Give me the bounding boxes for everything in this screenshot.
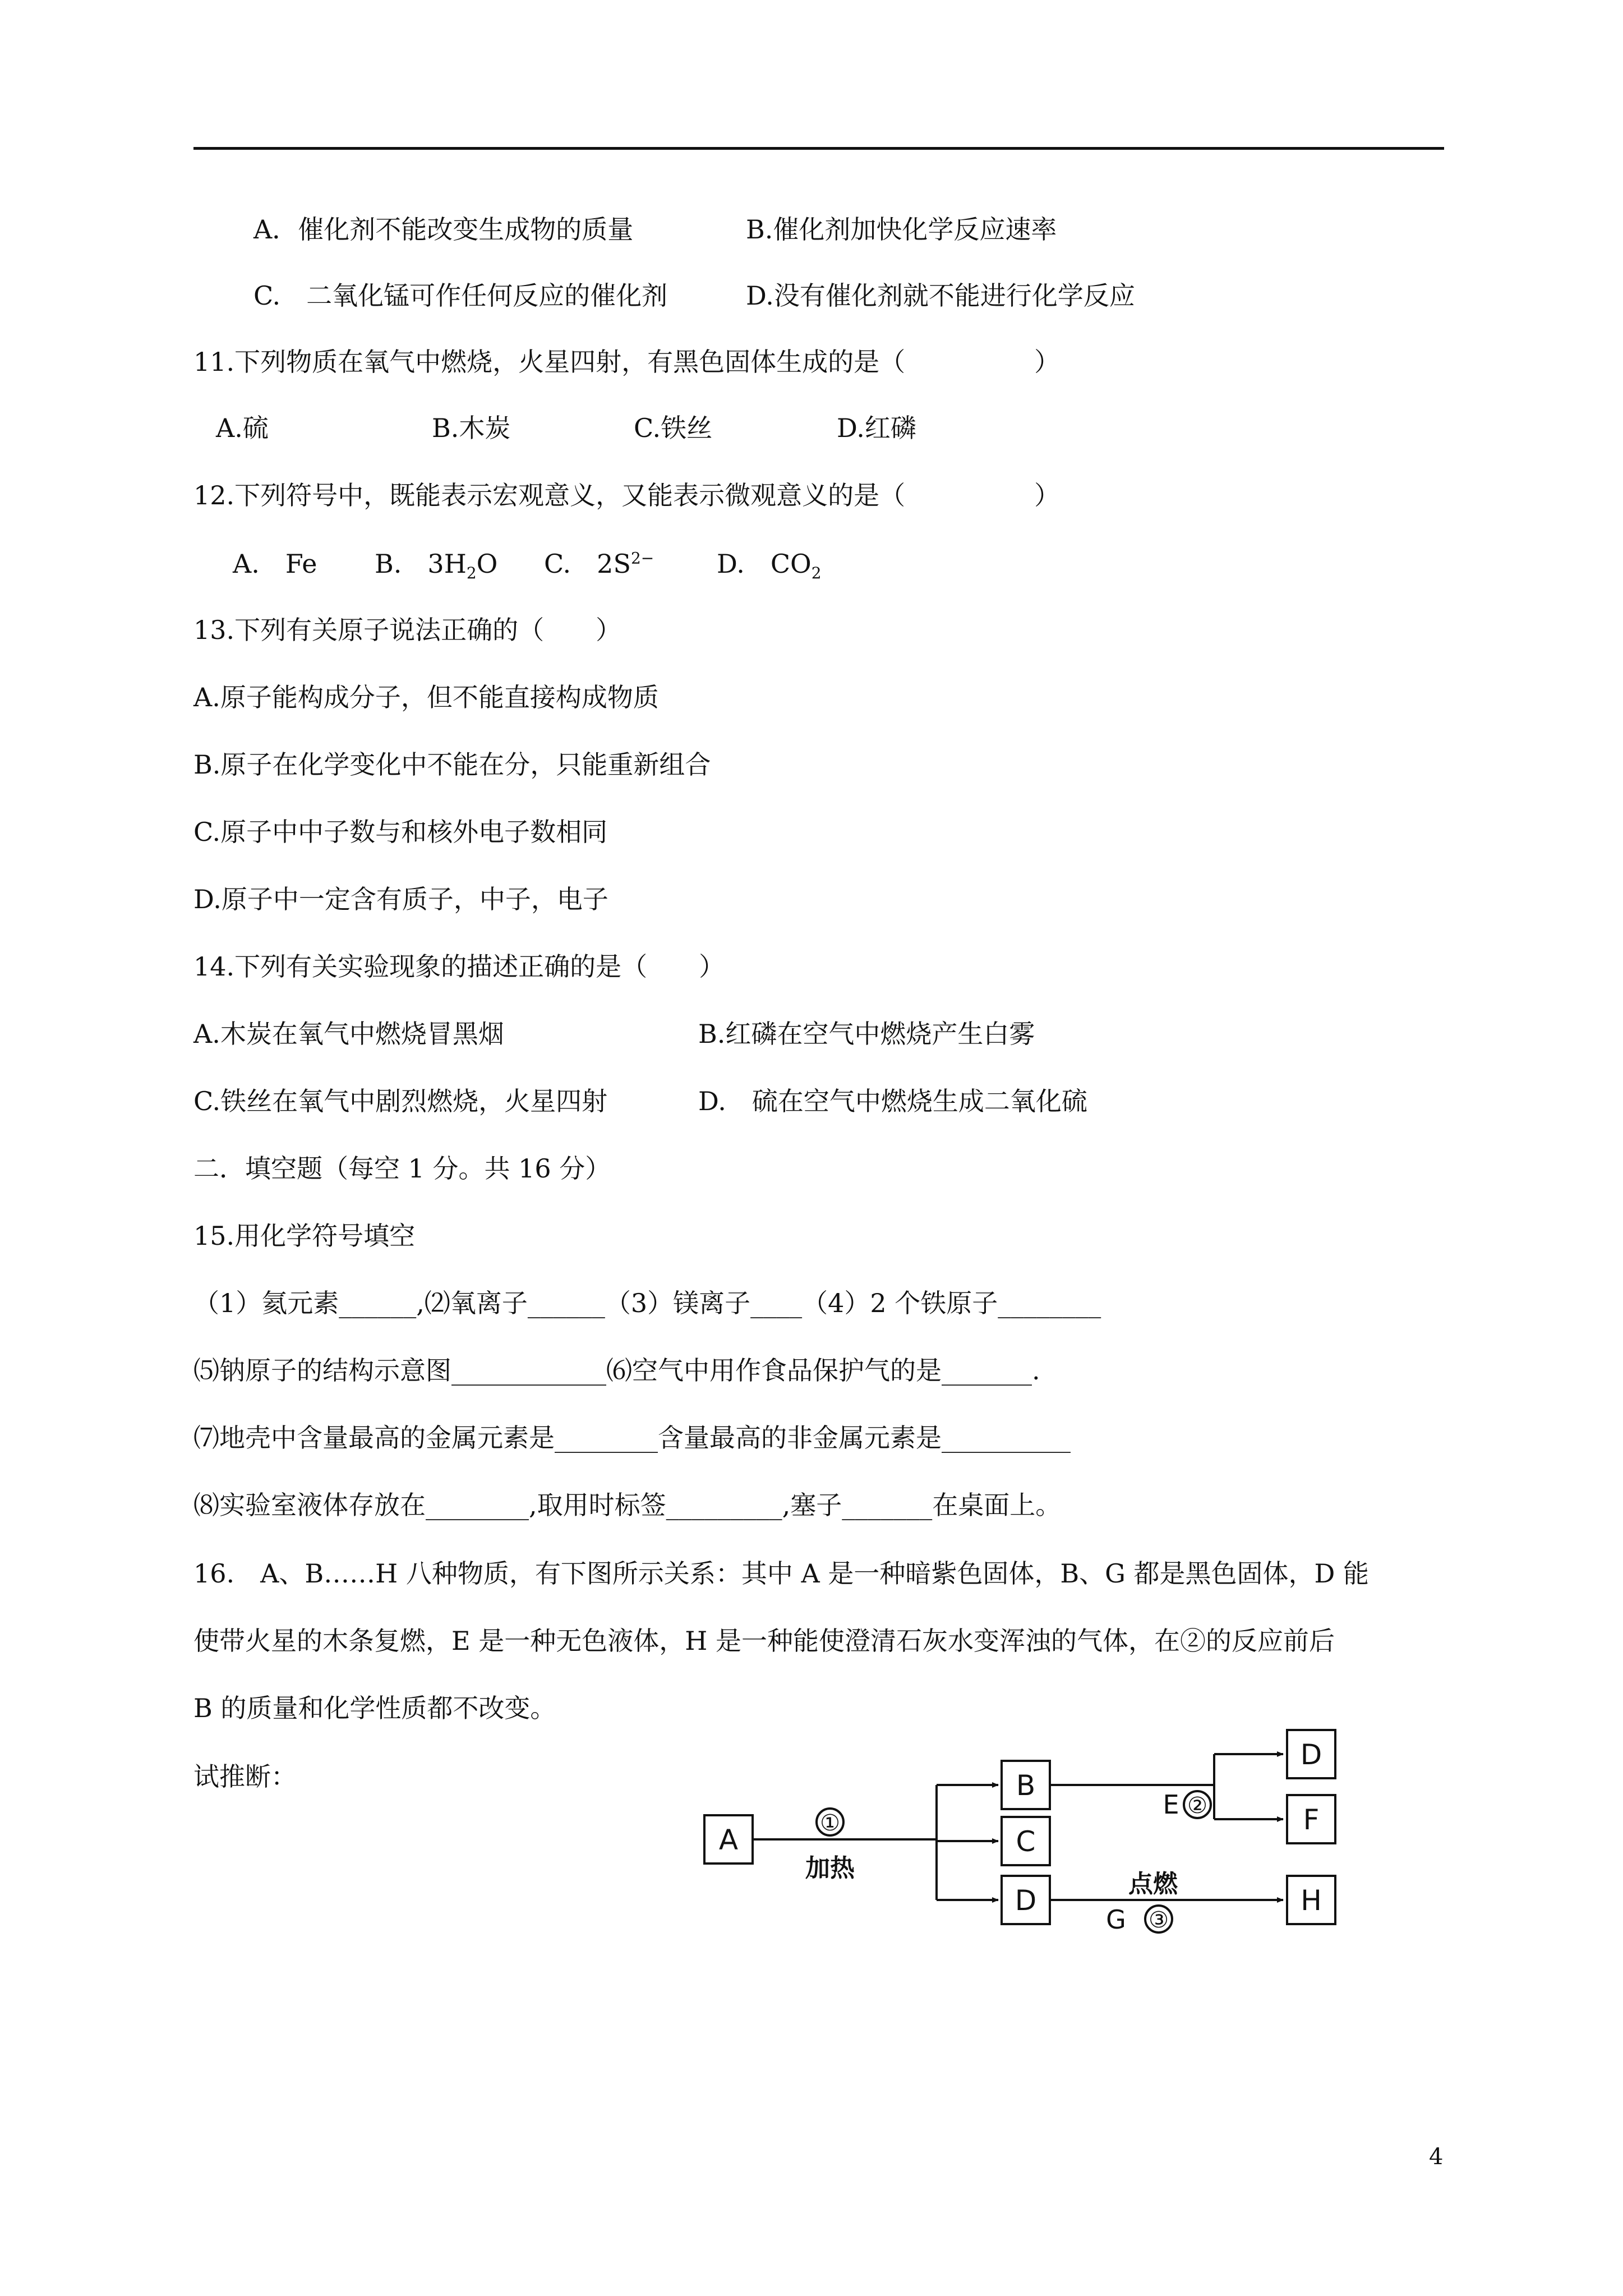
q12-option-d: D. $CO_2$ (717, 549, 822, 583)
q15-line-2: ⑸钠原子的结构示意图____________⑹空气中用作食品保护气的是_______. (193, 1355, 1040, 1386)
q13-stem: 13.下列有关原子说法正确的（ ） (193, 615, 622, 645)
q15-stem: 15.用化学符号填空 (193, 1221, 416, 1251)
q11-option-b: B.木炭 (432, 413, 511, 443)
section-heading: 二．填空题（每空 1 分。共 16 分） (193, 1153, 611, 1184)
q10-option-c: C. 二氧化锰可作任何反应的催化剂 (253, 280, 668, 311)
reaction-3-reagent: G (1106, 1904, 1126, 1935)
q11-option-c: C.铁丝 (634, 413, 713, 443)
q14-stem: 14.下列有关实验现象的描述正确的是（ ） (193, 951, 725, 982)
q14-option-b: B.红磷在空气中燃烧产生白雾 (698, 1019, 1035, 1049)
q14-option-c: C.铁丝在氧气中剧烈燃烧，火星四射 (193, 1086, 608, 1116)
q11-option-a: A.硫 (216, 413, 269, 443)
reaction-3-condition: 点燃 (1128, 1870, 1178, 1898)
q11-option-d: D.红磷 (837, 413, 916, 443)
box-d2-label: D (1300, 1738, 1322, 1771)
q13-option-d: D.原子中一定含有质子，中子，电子 (193, 884, 608, 914)
q14-option-d: D. 硫在空气中燃烧生成二氧化硫 (698, 1086, 1087, 1116)
box-a-label: A (718, 1824, 739, 1856)
q12-stem: 12.下列符号中，既能表示宏观意义，又能表示微观意义的是（ ） (193, 480, 1061, 510)
box-c-label: C (1016, 1825, 1036, 1858)
reaction-1-condition: 加热 (805, 1854, 855, 1883)
q14-option-a: A.木炭在氧气中燃烧冒黑烟 (193, 1019, 504, 1049)
box-h-label: H (1301, 1884, 1322, 1917)
header-rule (193, 147, 1444, 150)
q16-prompt: 试推断： (193, 1761, 297, 1792)
q13-option-b: B.原子在化学变化中不能在分，只能重新组合 (193, 749, 711, 780)
q10-option-a: A．催化剂不能改变生成物的质量 (253, 214, 634, 245)
q13-option-a: A.原子能构成分子，但不能直接构成物质 (193, 682, 659, 712)
q15-line-4: ⑻实验室液体存放在________,取用时标签_________,塞子_______在桌面上。 (193, 1490, 1062, 1520)
q15-line-3: ⑺地壳中含量最高的金属元素是________含量最高的非金属元素是__________ (193, 1423, 1071, 1453)
q16-line-1: 16. A、B……H 八种物质，有下图所示关系：其中 A 是一种暗紫色固体，B、G 都是黑色固体，D 能 (193, 1558, 1370, 1589)
reaction-3-number: ③ (1149, 1907, 1169, 1933)
q16-line-3: B 的质量和化学性质都不改变。 (193, 1693, 556, 1723)
q12-option-c: C. $2S^{2-}$ (544, 549, 654, 579)
q10-option-d: D.没有催化剂就不能进行化学反应 (746, 280, 1135, 311)
q13-option-c: C.原子中中子数与和核外电子数相同 (193, 817, 608, 847)
box-d1-label: D (1015, 1884, 1037, 1917)
reaction-diagram (690, 1714, 1363, 1938)
q10-option-b: B.催化剂加快化学反应速率 (746, 214, 1057, 245)
page-number: 4 (1429, 2144, 1444, 2170)
reaction-2-number: ② (1187, 1793, 1207, 1819)
q12-option-a: A. Fe (233, 549, 317, 579)
q16-line-2: 使带火星的木条复燃，E 是一种无色液体，H 是一种能使澄清石灰水变浑浊的气体，在②的反应前后 (193, 1626, 1335, 1656)
q12-option-b: B. $3H_2O$ (375, 549, 498, 583)
reaction-2-reagent: E (1163, 1789, 1179, 1820)
q15-line-1: （1）氦元素______,⑵氧离子______（3）镁离子____（4）2 个铁原子________ (193, 1288, 1101, 1318)
q11-stem: 11.下列物质在氧气中燃烧，火星四射，有黑色固体生成的是（ ） (193, 347, 1061, 377)
reaction-1-number: ① (820, 1810, 840, 1836)
box-b-label: B (1016, 1769, 1036, 1802)
box-f-label: F (1303, 1803, 1320, 1836)
